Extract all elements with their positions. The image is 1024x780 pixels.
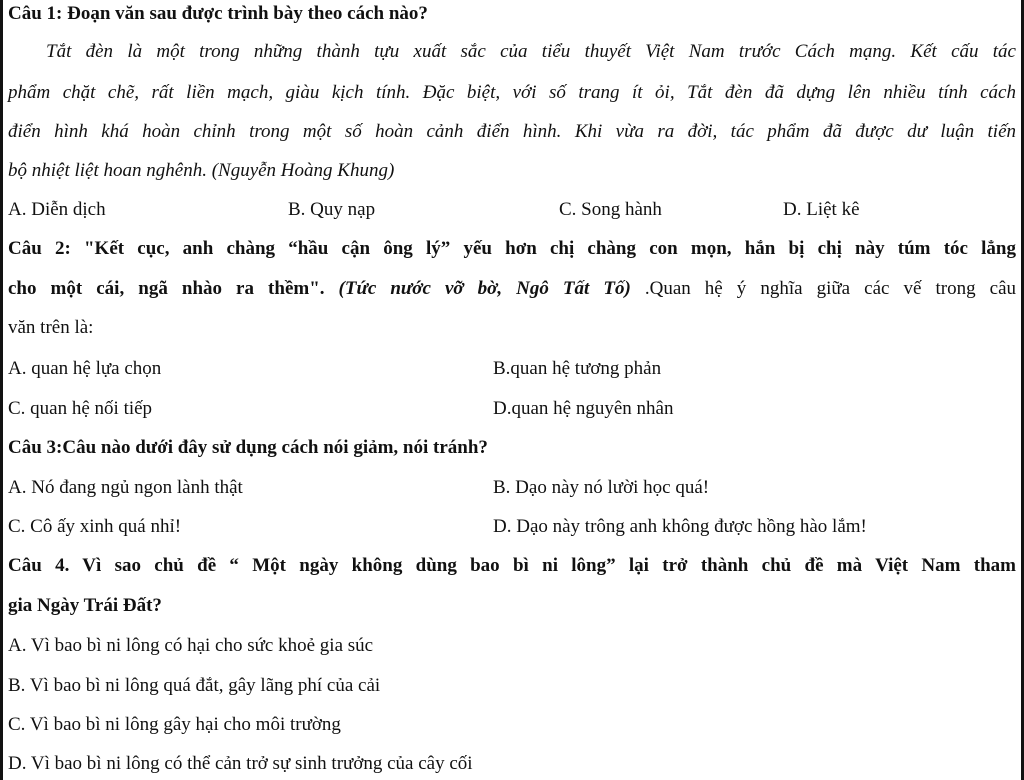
q1-passage-line-3: điển hình khá hoàn chỉnh trong một số hoàn cảnh điển hình. Khi vừa ra đời, tác phẩm đã được dư luận tiến: [8, 121, 1016, 142]
q2-question-line-2: [8, 277, 1016, 301]
q2-option-c: C. quan hệ nối tiếp: [8, 398, 153, 419]
q2-quote-end: cho một cái, ngã nhào ra thềm".: [8, 278, 325, 299]
q3-option-c: C. Cô ấy xinh quá nhỉ!: [8, 516, 182, 537]
q2-option-d: D.quan hệ nguyên nhân: [493, 398, 674, 419]
q1-option-c: C. Song hành: [559, 199, 662, 220]
q4-question-line-1: Câu 4. Vì sao chủ đề “ Một ngày không dùng bao bì ni lông” lại trở thành chủ đề mà Việt Nam tham: [8, 555, 1016, 576]
q3-title: Câu 3:Câu nào dưới đây sử dụng cách nói giảm, nói tránh?: [8, 437, 488, 458]
q2-source: (Tức nước vỡ bờ, Ngô Tất Tố): [324, 278, 631, 299]
q1-passage-line-2: phẩm chặt chẽ, rất liền mạch, giàu kịch tính. Đặc biệt, với số trang ít ỏi, Tắt đèn đã dựng lên nhiều tính cách: [8, 82, 1016, 103]
q1-option-d: D. Liệt kê: [783, 199, 860, 220]
q2-prompt: .Quan hệ ý nghĩa giữa các vế trong câu: [630, 278, 1017, 299]
q1-option-a: A. Diễn dịch: [8, 199, 106, 220]
q3-option-b: B. Dạo này nó lười học quá!: [493, 477, 710, 498]
q1-passage-line-1: Tắt đèn là một trong những thành tựu xuất sắc của tiểu thuyết Việt Nam trước Cách mạng. Kết cấu tác: [46, 41, 1016, 62]
q4-option-b: B. Vì bao bì ni lông quá đắt, gây lãng phí của cải: [8, 675, 381, 696]
q4-question-line-2: gia Ngày Trái Đất?: [8, 595, 162, 616]
q3-option-a: A. Nó đang ngủ ngon lành thật: [8, 477, 243, 498]
q1-title: Câu 1: Đoạn văn sau được trình bày theo cách nào?: [8, 3, 428, 24]
q2-option-a: A. quan hệ lựa chọn: [8, 358, 162, 379]
q4-option-c: C. Vì bao bì ni lông gây hại cho môi trường: [8, 714, 341, 735]
q4-option-a: A. Vì bao bì ni lông có hại cho sức khoẻ gia súc: [8, 635, 374, 656]
q2-option-b: B.quan hệ tương phản: [493, 358, 662, 379]
q1-passage-line-4: bộ nhiệt liệt hoan nghênh. (Nguyễn Hoàng Khung): [8, 160, 395, 181]
q3-option-d: D. Dạo này trông anh không được hồng hào lắm!: [493, 516, 867, 537]
q1-option-b: B. Quy nạp: [288, 199, 376, 220]
q4-option-d: D. Vì bao bì ni lông có thể cản trở sự sinh trưởng của cây cối: [8, 753, 473, 774]
q2-question-line-3: văn trên là:: [8, 317, 94, 338]
q2-question-line-1: Câu 2: "Kết cục, anh chàng “hầu cận ông lý” yếu hơn chị chàng con mọn, hắn bị chị này túm tóc lẳng: [8, 238, 1016, 259]
